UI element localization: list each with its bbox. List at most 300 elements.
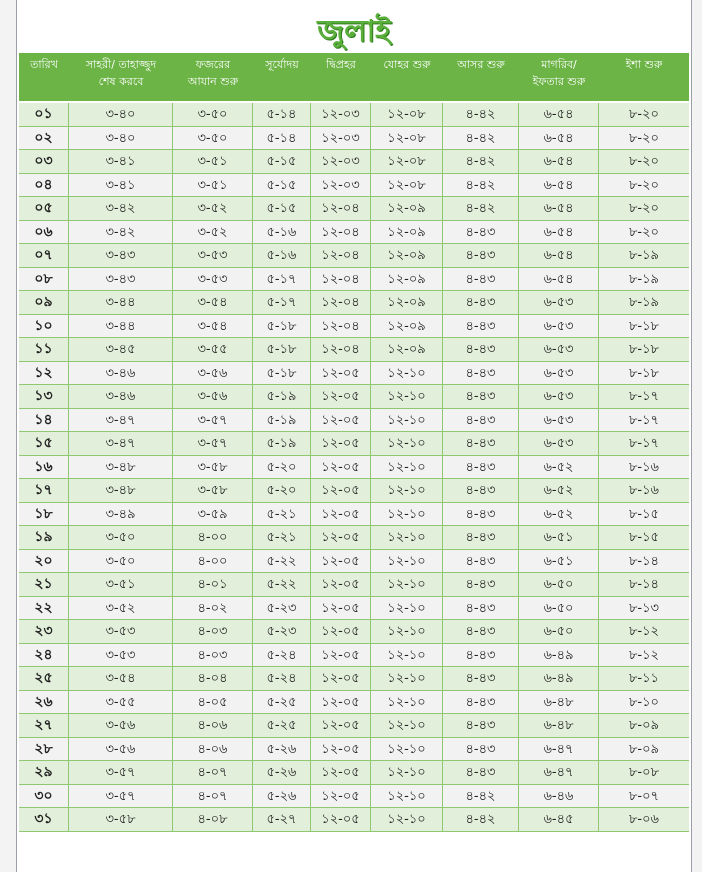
table-row xyxy=(19,362,689,386)
cell-asr: ৪-৪২ xyxy=(443,127,519,150)
timetable-page xyxy=(16,0,692,872)
cell-noon: ১২-০৪ xyxy=(311,315,371,338)
cell-noon: ১২-০৫ xyxy=(311,785,371,808)
cell-sunrise: ৫-২৩ xyxy=(253,597,311,620)
cell-fajr: ৩-৫৭ xyxy=(173,432,253,455)
header-maghrib-line2: ইফতার শুরু xyxy=(532,75,586,88)
cell-sehri: ৩-৫৩ xyxy=(69,644,173,667)
table-row xyxy=(19,738,689,762)
cell-isha: ৮-১৭ xyxy=(628,436,659,451)
cell-isha: ৮-২০ xyxy=(628,107,660,122)
cell-maghrib: ৬-৫১ xyxy=(519,526,599,549)
table-row xyxy=(19,644,689,668)
cell-sehri: ৩-৪৩ xyxy=(69,268,173,291)
cell-zuhr: ১২-১০ xyxy=(371,456,443,479)
cell-sehri: ৩-৫৭ xyxy=(69,785,173,808)
cell-maghrib: ৬-৫০ xyxy=(519,573,599,596)
cell-noon: ১২-০৫ xyxy=(311,620,371,643)
header-isha-label: ইশা শুরু xyxy=(625,58,663,71)
cell-zuhr: ১২-১০ xyxy=(371,362,443,385)
cell-zuhr: ১২-১০ xyxy=(371,667,443,690)
cell-noon: ১২-০৫ xyxy=(311,409,371,432)
cell-zuhr: ১২-১০ xyxy=(371,550,443,573)
cell-maghrib: ৬-৫৩ xyxy=(519,338,599,361)
cell-maghrib: ৬-৫৪ xyxy=(519,150,599,173)
cell-date: ২২ xyxy=(19,597,69,620)
cell-fajr: ৪-০৬ xyxy=(173,738,253,761)
cell-fajr: ৪-০৩ xyxy=(173,644,253,667)
table-row xyxy=(19,197,689,221)
table-body xyxy=(19,103,689,832)
table-row xyxy=(19,221,689,245)
header-maghrib xyxy=(519,53,599,101)
cell-noon: ১২-০৫ xyxy=(311,456,371,479)
table-row xyxy=(19,385,689,409)
header-asr xyxy=(443,53,519,101)
cell-zuhr: ১২-০৮ xyxy=(371,127,443,150)
header-sehri-line2: শেষ করবে xyxy=(98,75,144,88)
cell-date: ০১ xyxy=(19,103,69,126)
header-noon-label: দ্বিপ্রহর xyxy=(326,58,356,71)
cell-fajr: ৩-৫৬ xyxy=(173,385,253,408)
cell-sunrise: ৫-২২ xyxy=(253,573,311,596)
cell-noon: ১২-০৪ xyxy=(311,197,371,220)
cell-date: ১২ xyxy=(19,362,69,385)
cell-asr: ৪-৪৩ xyxy=(443,691,519,714)
cell-sunrise: ৫-২৫ xyxy=(253,714,311,737)
cell-noon: ১২-০৫ xyxy=(311,362,371,385)
cell-isha: ৮-১০ xyxy=(628,694,659,710)
header-fajr-line2: আযান শুরু xyxy=(187,75,239,88)
cell-fajr: ৩-৫৫ xyxy=(173,338,253,361)
cell-maghrib: ৬-৫৩ xyxy=(519,362,599,385)
cell-asr: ৪-৪৩ xyxy=(443,268,519,291)
cell-noon: ১২-০৩ xyxy=(311,174,371,197)
cell-noon: ১২-০৫ xyxy=(311,385,371,408)
cell-asr: ৪-৪৩ xyxy=(443,221,519,244)
cell-sunrise: ৫-২৬ xyxy=(253,785,311,808)
cell-fajr: ৩-৫৮ xyxy=(173,479,253,502)
table-row xyxy=(19,761,689,785)
cell-isha: ৮-০৭ xyxy=(628,788,660,804)
cell-maghrib: ৬-৫০ xyxy=(519,620,599,643)
cell-noon: ১২-০৫ xyxy=(311,526,371,549)
cell-isha: ৮-০৬ xyxy=(628,812,660,827)
cell-zuhr: ১২-০৯ xyxy=(371,197,443,220)
cell-sunrise: ৫-২২ xyxy=(253,550,311,573)
cell-zuhr: ১২-০৯ xyxy=(371,221,443,244)
cell-fajr: ৩-৫৭ xyxy=(173,409,253,432)
cell-sehri: ৩-৫৫ xyxy=(69,691,173,714)
cell-sehri: ৩-৫৭ xyxy=(69,761,173,784)
cell-fajr: ৪-০৭ xyxy=(173,761,253,784)
cell-sehri: ৩-৪৭ xyxy=(69,432,173,455)
cell-date: ২৬ xyxy=(19,691,69,714)
cell-date: ১৫ xyxy=(19,432,69,455)
cell-zuhr: ১২-০৯ xyxy=(371,268,443,291)
cell-isha: ৮-০৮ xyxy=(628,765,659,780)
cell-maghrib: ৬-৫৩ xyxy=(519,385,599,408)
cell-maghrib: ৬-৫২ xyxy=(519,479,599,502)
cell-noon: ১২-০৫ xyxy=(311,691,371,714)
cell-noon: ১২-০৫ xyxy=(311,597,371,620)
cell-asr: ৪-৪৩ xyxy=(443,432,519,455)
header-sunrise-label: সূর্যোদয় xyxy=(265,58,299,71)
cell-sehri: ৩-৪৭ xyxy=(69,409,173,432)
cell-zuhr: ১২-১০ xyxy=(371,479,443,502)
cell-sehri: ৩-৪২ xyxy=(69,197,173,220)
cell-fajr: ৩-৫৬ xyxy=(173,362,253,385)
cell-date: ২৭ xyxy=(19,714,69,737)
cell-fajr: ৪-০৫ xyxy=(173,691,253,714)
cell-asr: ৪-৪৩ xyxy=(443,738,519,761)
cell-fajr: ৩-৫৪ xyxy=(173,315,253,338)
table-row xyxy=(19,785,689,809)
cell-noon: ১২-০৫ xyxy=(311,479,371,502)
cell-noon: ১২-০৪ xyxy=(311,291,371,314)
cell-noon: ১২-০৫ xyxy=(311,761,371,784)
cell-sunrise: ৫-১৯ xyxy=(253,385,311,408)
cell-fajr: ৪-০৮ xyxy=(173,808,253,831)
cell-date: ০৯ xyxy=(19,291,69,314)
cell-asr: ৪-৪৩ xyxy=(443,526,519,549)
cell-fajr: ৩-৫৩ xyxy=(173,268,253,291)
cell-sunrise: ৫-২১ xyxy=(253,503,311,526)
cell-date: ১১ xyxy=(19,338,69,361)
table-row xyxy=(19,174,689,198)
cell-maghrib: ৬-৪৯ xyxy=(519,644,599,667)
cell-asr: ৪-৪৩ xyxy=(443,456,519,479)
cell-zuhr: ১২-১০ xyxy=(371,691,443,714)
table-row xyxy=(19,503,689,527)
cell-asr: ৪-৪৩ xyxy=(443,620,519,643)
cell-sunrise: ৫-১৪ xyxy=(253,103,311,126)
header-date-label: তারিখ xyxy=(30,58,58,71)
header-maghrib-line1: মাগরিব/ xyxy=(541,58,577,71)
cell-noon: ১২-০৪ xyxy=(311,221,371,244)
cell-maghrib: ৬-৫৩ xyxy=(519,291,599,314)
cell-zuhr: ১২-০৮ xyxy=(371,174,443,197)
cell-isha: ৮-১৮ xyxy=(629,342,659,357)
cell-sunrise: ৫-২৭ xyxy=(253,808,311,831)
cell-fajr: ৩-৫১ xyxy=(173,174,253,197)
cell-sunrise: ৫-২৬ xyxy=(253,738,311,761)
cell-maghrib: ৬-৫৪ xyxy=(519,127,599,150)
table-row xyxy=(19,150,689,174)
cell-sunrise: ৫-১৭ xyxy=(253,268,311,291)
cell-sunrise: ৫-২৬ xyxy=(253,761,311,784)
table-row xyxy=(19,691,689,715)
cell-sunrise: ৫-২১ xyxy=(253,526,311,549)
cell-isha: ৮-১৫ xyxy=(629,506,659,522)
cell-isha: ৮-১৮ xyxy=(629,365,659,381)
cell-fajr: ৩-৫০ xyxy=(173,127,253,150)
cell-date: ২৪ xyxy=(19,644,69,667)
cell-sehri: ৩-৪৫ xyxy=(69,338,173,361)
cell-maghrib: ৬-৪৮ xyxy=(519,691,599,714)
cell-sehri: ৩-৫১ xyxy=(69,573,173,596)
table-row xyxy=(19,244,689,268)
header-date xyxy=(19,53,69,101)
cell-fajr: ৩-৫২ xyxy=(173,197,253,220)
cell-asr: ৪-৪৩ xyxy=(443,597,519,620)
cell-fajr: ৩-৫৯ xyxy=(173,503,253,526)
cell-fajr: ৩-৫২ xyxy=(173,221,253,244)
table-row xyxy=(19,620,689,644)
header-sunrise xyxy=(253,53,311,101)
cell-date: ৩০ xyxy=(19,785,69,808)
cell-maghrib: ৬-৪৮ xyxy=(519,714,599,737)
cell-sehri: ৩-৫৮ xyxy=(69,808,173,831)
cell-fajr: ৩-৫৮ xyxy=(173,456,253,479)
cell-sunrise: ৫-১৮ xyxy=(253,338,311,361)
cell-sehri: ৩-৪০ xyxy=(69,103,173,126)
cell-asr: ৪-৪৩ xyxy=(443,385,519,408)
header-zuhr-label: যোহর শুরু xyxy=(383,58,431,71)
cell-zuhr: ১২-০৯ xyxy=(371,291,443,314)
cell-date: ০৫ xyxy=(19,197,69,220)
cell-sehri: ৩-৪৪ xyxy=(69,291,173,314)
cell-isha: ৮-১৭ xyxy=(628,389,659,404)
cell-isha: ৮-১২ xyxy=(628,624,659,639)
cell-sehri: ৩-৪৬ xyxy=(69,385,173,408)
cell-noon: ১২-০৩ xyxy=(311,127,371,150)
header-noon xyxy=(311,53,371,101)
cell-asr: ৪-৪৩ xyxy=(443,315,519,338)
cell-noon: ১২-০৪ xyxy=(311,268,371,291)
cell-zuhr: ১২-১০ xyxy=(371,573,443,596)
cell-noon: ১২-০৫ xyxy=(311,644,371,667)
cell-date: ২৮ xyxy=(19,738,69,761)
cell-isha: ৮-১৪ xyxy=(629,577,659,592)
cell-sehri: ৩-৫০ xyxy=(69,550,173,573)
header-sehri xyxy=(69,53,173,101)
cell-asr: ৪-৪৩ xyxy=(443,479,519,502)
cell-zuhr: ১২-১০ xyxy=(371,432,443,455)
cell-isha: ৮-১৯ xyxy=(629,248,659,263)
table-row xyxy=(19,550,689,574)
cell-fajr: ৩-৫১ xyxy=(173,150,253,173)
cell-date: ০৬ xyxy=(19,221,69,244)
cell-maghrib: ৬-৫২ xyxy=(519,456,599,479)
cell-noon: ১২-০৪ xyxy=(311,338,371,361)
cell-noon: ১২-০৫ xyxy=(311,667,371,690)
cell-sehri: ৩-৫৬ xyxy=(69,714,173,737)
cell-sunrise: ৫-১৯ xyxy=(253,432,311,455)
cell-maghrib: ৬-৪৫ xyxy=(519,808,599,831)
header-zuhr xyxy=(371,53,443,101)
header-fajr-line1: ফজরের xyxy=(195,58,231,71)
cell-date: ১৭ xyxy=(19,479,69,502)
cell-asr: ৪-৪২ xyxy=(443,808,519,831)
cell-fajr: ৪-০৩ xyxy=(173,620,253,643)
table-row xyxy=(19,479,689,503)
cell-zuhr: ১২-০৯ xyxy=(371,338,443,361)
cell-zuhr: ১২-০৯ xyxy=(371,315,443,338)
cell-sunrise: ৫-২৩ xyxy=(253,620,311,643)
cell-asr: ৪-৪৩ xyxy=(443,573,519,596)
cell-sehri: ৩-৪৯ xyxy=(69,503,173,526)
cell-noon: ১২-০৫ xyxy=(311,714,371,737)
cell-date: ০৭ xyxy=(19,244,69,267)
table-row xyxy=(19,315,689,339)
table-row xyxy=(19,409,689,433)
cell-date: ২৩ xyxy=(19,620,69,643)
cell-fajr: ৩-৫৩ xyxy=(173,244,253,267)
cell-date: ১০ xyxy=(19,315,69,338)
cell-isha: ৮-১৬ xyxy=(628,459,659,475)
cell-sunrise: ৫-২০ xyxy=(253,456,311,479)
cell-zuhr: ১২-১০ xyxy=(371,714,443,737)
cell-zuhr: ১২-০৯ xyxy=(371,244,443,267)
cell-maghrib: ৬-৪৯ xyxy=(519,667,599,690)
cell-isha: ৮-১৪ xyxy=(629,553,659,569)
cell-sehri: ৩-৫২ xyxy=(69,597,173,620)
cell-isha: ৮-২০ xyxy=(628,154,660,169)
header-asr-label: আসর শুরু xyxy=(457,58,505,71)
cell-sehri: ৩-৫০ xyxy=(69,526,173,549)
cell-noon: ১২-০৩ xyxy=(311,103,371,126)
cell-isha: ৮-০৯ xyxy=(628,741,659,757)
cell-maghrib: ৬-৫৩ xyxy=(519,409,599,432)
cell-maghrib: ৬-৫৩ xyxy=(519,315,599,338)
cell-maghrib: ৬-৫৩ xyxy=(519,432,599,455)
cell-asr: ৪-৪৩ xyxy=(443,291,519,314)
cell-zuhr: ১২-১০ xyxy=(371,808,443,831)
cell-maghrib: ৬-৪৬ xyxy=(519,785,599,808)
cell-zuhr: ১২-১০ xyxy=(371,644,443,667)
cell-asr: ৪-৪৩ xyxy=(443,714,519,737)
table-row xyxy=(19,127,689,151)
cell-isha: ৮-১১ xyxy=(629,671,659,686)
cell-maghrib: ৬-৫১ xyxy=(519,550,599,573)
cell-isha: ৮-০৯ xyxy=(628,718,659,733)
cell-sehri: ৩-৪৮ xyxy=(69,456,173,479)
cell-maghrib: ৬-৫৪ xyxy=(519,174,599,197)
cell-isha: ৮-১৯ xyxy=(629,271,659,287)
cell-asr: ৪-৪২ xyxy=(443,150,519,173)
cell-sehri: ৩-৪৪ xyxy=(69,315,173,338)
cell-noon: ১২-০৪ xyxy=(311,244,371,267)
cell-zuhr: ১২-১০ xyxy=(371,738,443,761)
cell-sunrise: ৫-২৫ xyxy=(253,691,311,714)
cell-isha: ৮-২০ xyxy=(628,201,660,216)
cell-sunrise: ৫-২৪ xyxy=(253,644,311,667)
cell-maghrib: ৬-৪৭ xyxy=(519,761,599,784)
header-sehri-line1: সাহরী/ তাহাজ্জুদ xyxy=(85,58,157,71)
cell-zuhr: ১২-১০ xyxy=(371,785,443,808)
cell-isha: ৮-১৯ xyxy=(629,295,659,310)
cell-asr: ৪-৪২ xyxy=(443,103,519,126)
cell-sehri: ৩-৪৩ xyxy=(69,244,173,267)
cell-sunrise: ৫-২০ xyxy=(253,479,311,502)
cell-date: ৩১ xyxy=(19,808,69,831)
cell-asr: ৪-৪৩ xyxy=(443,503,519,526)
cell-zuhr: ১২-১০ xyxy=(371,385,443,408)
table-row xyxy=(19,597,689,621)
cell-asr: ৪-৪২ xyxy=(443,174,519,197)
cell-zuhr: ১২-১০ xyxy=(371,761,443,784)
cell-date: ১৮ xyxy=(19,503,69,526)
table-row xyxy=(19,432,689,456)
cell-fajr: ৩-৫৪ xyxy=(173,291,253,314)
cell-zuhr: ১২-০৮ xyxy=(371,150,443,173)
cell-date: ০৩ xyxy=(19,150,69,173)
table-row xyxy=(19,714,689,738)
cell-fajr: ৪-০৬ xyxy=(173,714,253,737)
cell-asr: ৪-৪৩ xyxy=(443,244,519,267)
cell-zuhr: ১২-০৮ xyxy=(371,103,443,126)
cell-isha: ৮-১২ xyxy=(628,647,659,663)
cell-sunrise: ৫-১৫ xyxy=(253,150,311,173)
cell-noon: ১২-০৫ xyxy=(311,432,371,455)
cell-isha: ৮-২০ xyxy=(628,177,660,193)
cell-date: ১৬ xyxy=(19,456,69,479)
cell-zuhr: ১২-১০ xyxy=(371,597,443,620)
cell-asr: ৪-৪৩ xyxy=(443,362,519,385)
cell-isha: ৮-১৬ xyxy=(628,483,659,498)
cell-noon: ১২-০৫ xyxy=(311,808,371,831)
cell-date: ১৩ xyxy=(19,385,69,408)
cell-asr: ৪-৪৩ xyxy=(443,338,519,361)
cell-sehri: ৩-৫৪ xyxy=(69,667,173,690)
cell-date: ০২ xyxy=(19,127,69,150)
cell-maghrib: ৬-৫৪ xyxy=(519,197,599,220)
cell-zuhr: ১২-১০ xyxy=(371,620,443,643)
cell-noon: ১২-০৫ xyxy=(311,573,371,596)
cell-maghrib: ৬-৫০ xyxy=(519,597,599,620)
cell-sunrise: ৫-১৯ xyxy=(253,409,311,432)
cell-fajr: ৪-০২ xyxy=(173,597,253,620)
cell-fajr: ৪-০৭ xyxy=(173,785,253,808)
cell-fajr: ৪-০০ xyxy=(173,550,253,573)
table-row xyxy=(19,456,689,480)
cell-asr: ৪-৪৩ xyxy=(443,644,519,667)
table-row xyxy=(19,103,689,127)
cell-maghrib: ৬-৫৪ xyxy=(519,103,599,126)
cell-sehri: ৩-৪১ xyxy=(69,150,173,173)
cell-zuhr: ১২-১০ xyxy=(371,526,443,549)
table-row xyxy=(19,338,689,362)
cell-fajr: ৩-৫০ xyxy=(173,103,253,126)
cell-asr: ৪-৪২ xyxy=(443,197,519,220)
cell-sehri: ৩-৪৮ xyxy=(69,479,173,502)
cell-sunrise: ৫-১৮ xyxy=(253,362,311,385)
cell-isha: ৮-২০ xyxy=(628,224,660,240)
cell-sehri: ৩-৪১ xyxy=(69,174,173,197)
cell-date: ০৮ xyxy=(19,268,69,291)
table-row xyxy=(19,291,689,315)
cell-noon: ১২-০৫ xyxy=(311,503,371,526)
cell-date: ২৯ xyxy=(19,761,69,784)
cell-fajr: ৪-০৪ xyxy=(173,667,253,690)
cell-isha: ৮-১৮ xyxy=(629,318,659,334)
table-row xyxy=(19,526,689,550)
cell-sehri: ৩-৪২ xyxy=(69,221,173,244)
cell-asr: ৪-৪৩ xyxy=(443,667,519,690)
cell-fajr: ৪-০০ xyxy=(173,526,253,549)
cell-date: ১৪ xyxy=(19,409,69,432)
cell-date: ০৪ xyxy=(19,174,69,197)
cell-isha: ৮-২০ xyxy=(628,130,660,146)
cell-maghrib: ৬-৪৭ xyxy=(519,738,599,761)
cell-isha: ৮-১৭ xyxy=(628,412,659,428)
cell-noon: ১২-০৩ xyxy=(311,150,371,173)
cell-sehri: ৩-৪০ xyxy=(69,127,173,150)
table-row xyxy=(19,808,689,832)
cell-sunrise: ৫-১৬ xyxy=(253,244,311,267)
cell-date: ২০ xyxy=(19,550,69,573)
